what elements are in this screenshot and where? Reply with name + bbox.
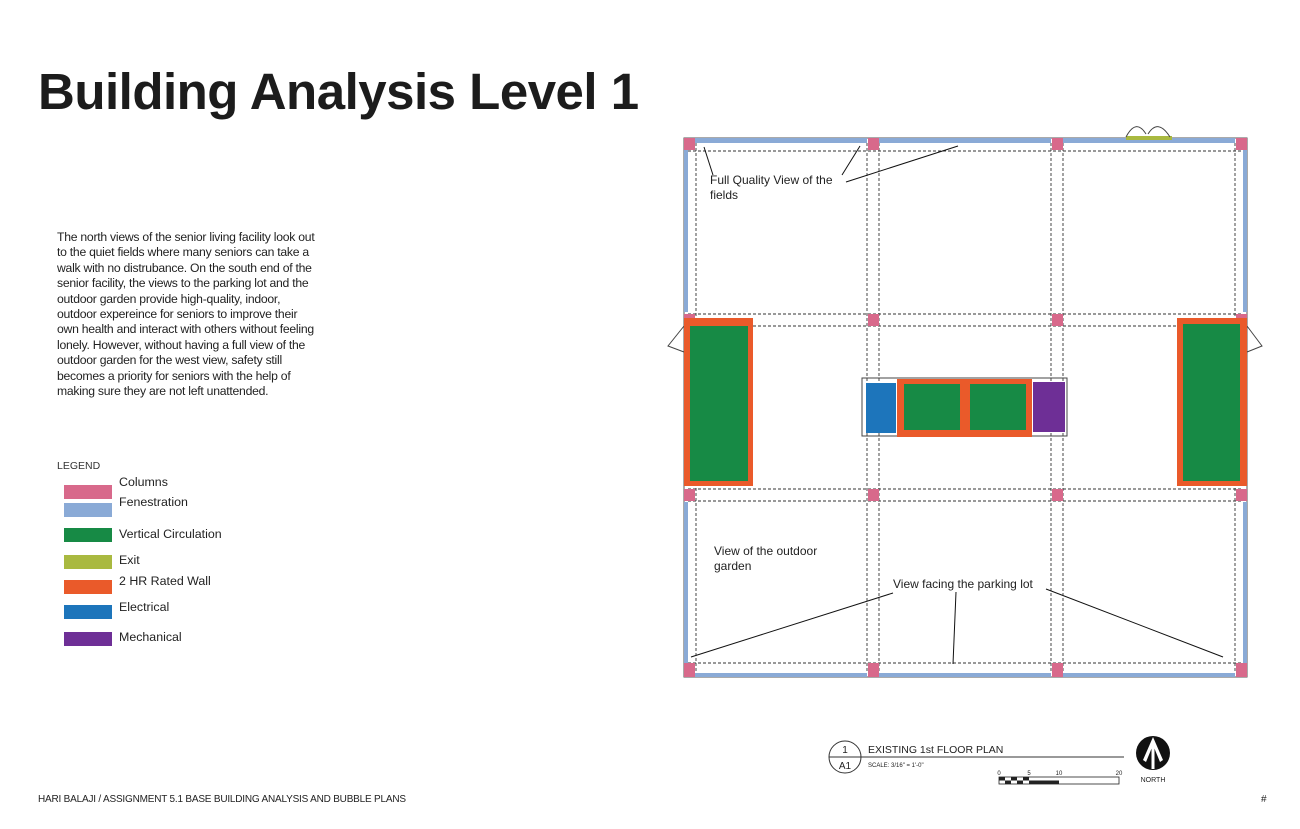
scale-bar [997,771,1123,784]
legend-label-exit: Exit [119,553,140,567]
scale-tick-10: 10 [1055,771,1063,777]
west-door-swing-icon [668,326,684,352]
north-arrow-icon [1136,736,1170,784]
column [868,314,879,326]
north-view-label-line2: fields [710,188,739,202]
door-swing-icon [1126,127,1170,137]
column [684,489,695,501]
legend-title: LEGEND [57,460,101,472]
elevator-car-2 [970,384,1026,430]
column [684,138,695,150]
drawing-title-block [829,736,1170,784]
page-number: # [1261,794,1267,805]
legend-label-fenestration: Fenestration [119,495,188,509]
north-view-label-line1: Full Quality View of the [710,173,833,187]
fenestration-north-1 [694,138,867,143]
column [868,489,879,501]
west-stair [684,318,753,486]
column [1052,489,1063,501]
garden-view-label-line1: View of the outdoor [714,544,818,558]
legend-label-columns: Columns [119,475,168,489]
drawing-scale: SCALE: 3/16" = 1'-0" [868,763,924,769]
scale-tick-5: 5 [1027,771,1031,777]
fenestration-west-1 [684,150,688,312]
central-core [862,378,1067,437]
column [1236,138,1247,150]
column [1052,663,1063,677]
column [1236,489,1247,501]
east-door-swing-icon [1247,326,1262,352]
column [868,663,879,677]
legend-label-mechanical: Mechanical [119,630,182,644]
detail-number: 1 [842,745,848,756]
mechanical-room [1033,382,1065,432]
parking-view-label: View facing the parking lot [893,577,1033,591]
north-label: NORTH [1140,777,1166,784]
sheet-number: A1 [838,761,852,772]
fenestration-south-3 [1063,673,1235,677]
exit-marker [1126,136,1172,140]
column [1052,314,1063,326]
legend-label-electrical: Electrical [119,600,170,614]
legend-label-vertical-circulation: Vertical Circulation [119,527,222,541]
legend-label-2hr-wall: 2 HR Rated Wall [119,574,211,588]
column [1236,663,1247,677]
column [868,138,879,150]
column [1052,138,1063,150]
scale-tick-0: 0 [997,771,1001,777]
scale-tick-20: 20 [1115,771,1123,777]
footer-credit: HARI BALAJI / ASSIGNMENT 5.1 BASE BUILDING ANALYSIS AND BUBBLE PLANS [38,794,406,805]
east-stair [1177,318,1247,486]
exit-door [1126,127,1172,140]
fenestration-south-2 [879,673,1051,677]
elevator-car-1 [904,384,960,430]
analysis-description: The north views of the senior living facility look out to the quiet fields where many seniors can take a walk with no distrubance. On the south end of the senior facility, the views to the parking lot and the outdoor garden provide high-quality, indoor, outdoor expereince for seniors to improve their own health and interact with others without feeling lonely. However, without having a full view of the outdoor garden for the west view, safety still becomes a priority for seniors with the help of making sure they are not left unattended. [57,230,315,399]
fenestration-south-1 [694,673,867,677]
drawing-name: EXISTING 1st FLOOR PLAN [868,744,1004,756]
fenestration-east-2 [1243,502,1247,663]
fenestration-east-1 [1243,150,1247,312]
column [684,663,695,677]
electrical-room [866,383,896,433]
fenestration-north-2 [879,138,1051,143]
page-title: Building Analysis Level 1 [38,63,639,120]
west-stair-core [690,326,748,481]
garden-view-label-line2: garden [714,559,752,573]
fenestration-west-2 [684,502,688,663]
east-stair-core [1183,324,1240,481]
